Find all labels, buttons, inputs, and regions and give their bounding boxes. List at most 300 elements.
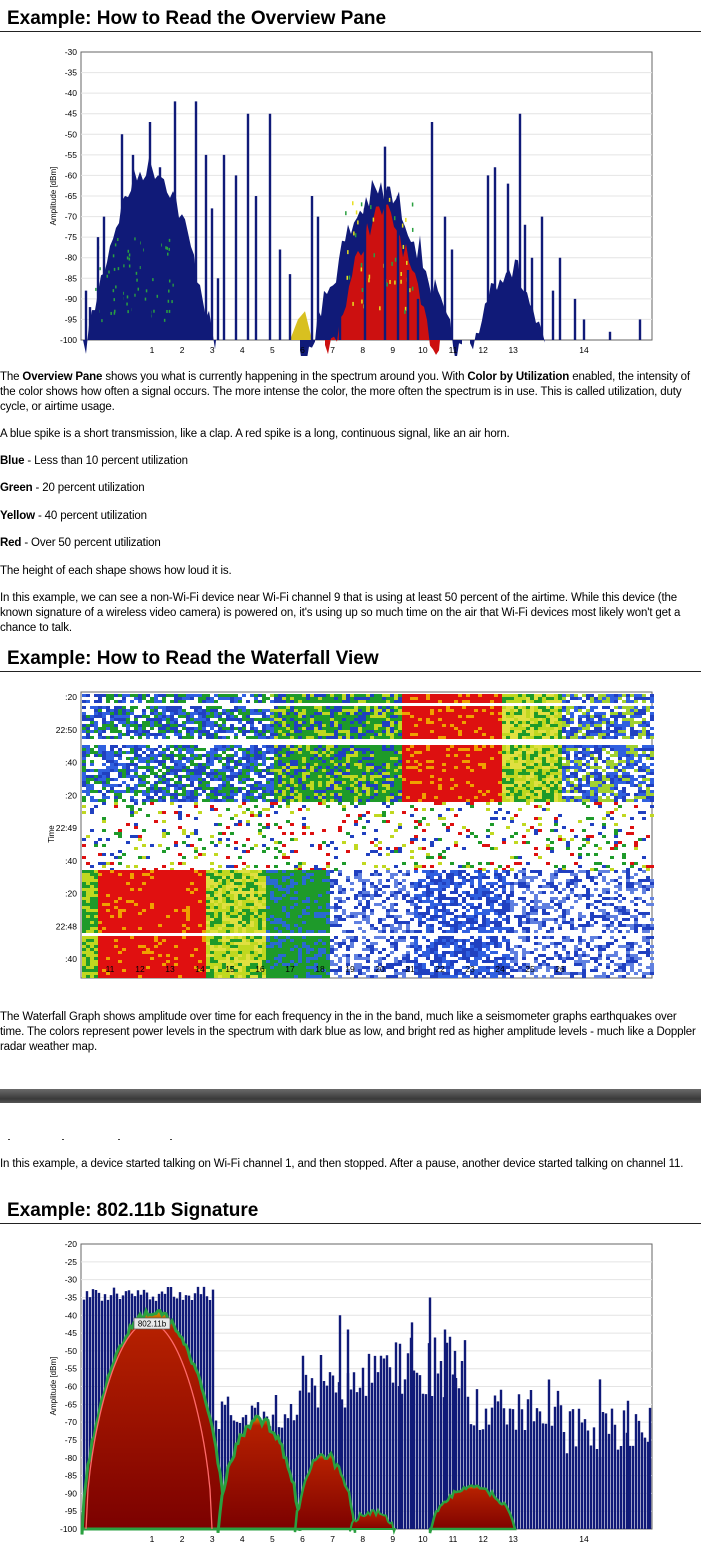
waterfall-cell [118, 790, 122, 793]
waterfall-cell [586, 760, 590, 763]
waterfall-cell [210, 712, 214, 715]
waterfall-cell [526, 766, 530, 769]
waterfall-cell [86, 715, 90, 718]
waterfall-cell [158, 715, 162, 718]
waterfall-cell [170, 772, 174, 775]
waterfall-cell [414, 721, 418, 724]
waterfall-cell [114, 775, 118, 778]
waterfall-cell [526, 745, 530, 748]
waterfall-cell [630, 736, 634, 739]
waterfall-cell [342, 775, 346, 778]
waterfall-cell [318, 715, 322, 718]
waterfall-cell [86, 694, 90, 697]
waterfall-cell [334, 796, 338, 799]
waterfall-cell [570, 715, 574, 718]
waterfall-cell [646, 790, 650, 793]
waterfall-cell [550, 799, 554, 802]
waterfall-cell [182, 769, 186, 772]
waterfall-cell [154, 757, 158, 760]
waterfall-cell [510, 790, 514, 793]
waterfall-cell [626, 715, 630, 718]
waterfall-cell [638, 724, 642, 727]
waterfall-cell [558, 697, 562, 700]
waterfall-cell [358, 778, 362, 781]
waterfall-cell [130, 763, 134, 766]
waterfall-cell [510, 724, 514, 727]
waterfall-cell [162, 727, 166, 730]
waterfall-cell [390, 775, 394, 778]
waterfall-cell [462, 709, 466, 712]
waterfall-cell [402, 718, 406, 721]
waterfall-cell [338, 730, 342, 733]
waterfall-cell [166, 736, 170, 739]
waterfall-cell [378, 715, 382, 718]
waterfall-cell [86, 766, 90, 769]
waterfall-cell [142, 769, 146, 772]
waterfall-cell [126, 763, 130, 766]
waterfall-cell [582, 778, 586, 781]
waterfall-cell [426, 772, 430, 775]
waterfall-cell [342, 790, 346, 793]
waterfall-cell [538, 697, 542, 700]
waterfall-cell [506, 751, 510, 754]
waterfall-cell [186, 778, 190, 781]
waterfall-cell [550, 706, 554, 709]
waterfall-cell [646, 772, 650, 775]
waterfall-cell [450, 712, 454, 715]
waterfall-cell [178, 772, 182, 775]
waterfall-cell [462, 769, 466, 772]
waterfall-cell [490, 733, 494, 736]
waterfall-cell [262, 769, 266, 772]
waterfall-cell [566, 772, 570, 775]
waterfall-cell [586, 736, 590, 739]
waterfall-cell [366, 787, 370, 790]
waterfall-cell [578, 709, 582, 712]
waterfall-cell [326, 796, 330, 799]
waterfall-cell [254, 805, 258, 808]
waterfall-cell [310, 787, 314, 790]
waterfall-cell [254, 706, 258, 709]
waterfall-cell [222, 694, 226, 697]
waterfall-cell [446, 790, 450, 793]
waterfall-cell [238, 712, 242, 715]
waterfall-cell [502, 781, 506, 784]
waterfall-cell [162, 775, 166, 778]
waterfall-cell [134, 796, 138, 799]
waterfall-cell [450, 760, 454, 763]
waterfall-cell [598, 781, 602, 784]
waterfall-cell [90, 754, 94, 757]
waterfall-cell [206, 715, 210, 718]
waterfall-cell [410, 712, 414, 715]
waterfall-cell [86, 796, 90, 799]
waterfall-cell [158, 769, 162, 772]
waterfall-cell [546, 754, 550, 757]
utilization-mark [114, 268, 116, 271]
waterfall-cell [630, 748, 634, 751]
waterfall-cell [418, 751, 422, 754]
waterfall-cell [642, 793, 646, 796]
waterfall-cell [190, 793, 194, 796]
waterfall-cell [290, 763, 294, 766]
waterfall-cell [570, 712, 574, 715]
waterfall-cell [650, 712, 654, 715]
waterfall-cell [230, 790, 234, 793]
waterfall-cell [390, 736, 394, 739]
waterfall-cell [330, 751, 334, 754]
waterfall-cell [526, 796, 530, 799]
waterfall-cell [638, 778, 642, 781]
waterfall-cell [406, 724, 410, 727]
waterfall-cell [422, 715, 426, 718]
waterfall-cell [182, 697, 186, 700]
waterfall-cell [442, 712, 446, 715]
waterfall-cell [618, 724, 622, 727]
waterfall-cell [258, 772, 262, 775]
waterfall-cell [290, 733, 294, 736]
waterfall-cell [478, 712, 482, 715]
waterfall-cell [266, 799, 270, 802]
waterfall-cell [302, 772, 306, 775]
waterfall-cell [646, 775, 650, 778]
waterfall-cell [298, 751, 302, 754]
waterfall-cell [262, 697, 266, 700]
waterfall-cell [350, 781, 354, 784]
waterfall-cell [386, 721, 390, 724]
waterfall-cell [330, 781, 334, 784]
waterfall-cell [414, 736, 418, 739]
waterfall-cell [154, 727, 158, 730]
waterfall-cell [626, 745, 630, 748]
waterfall-cell [566, 709, 570, 712]
waterfall-cell [90, 712, 94, 715]
waterfall-cell [130, 715, 134, 718]
waterfall-cell [130, 772, 134, 775]
waterfall-cell [406, 718, 410, 721]
y-tick-label: -60 [64, 170, 77, 181]
waterfall-cell [622, 772, 626, 775]
x-tick-label: 8 [360, 345, 366, 355]
waterfall-cell [530, 736, 534, 739]
waterfall-cell [170, 793, 174, 796]
waterfall-cell [382, 745, 386, 748]
waterfall-cell [478, 763, 482, 766]
waterfall-cell [478, 796, 482, 799]
waterfall-cell [538, 709, 542, 712]
waterfall-cell [98, 733, 102, 736]
utilization-mark [394, 216, 396, 220]
waterfall-cell [350, 769, 354, 772]
waterfall-cell [86, 745, 90, 748]
waterfall-cell [614, 736, 618, 739]
waterfall-cell [446, 733, 450, 736]
waterfall-cell [358, 775, 362, 778]
y-tick-label: -40 [64, 88, 77, 99]
waterfall-cell [410, 724, 414, 727]
waterfall-cell [422, 793, 426, 796]
waterfall-cell [350, 763, 354, 766]
waterfall-cell [398, 730, 402, 733]
waterfall-cell [514, 757, 518, 760]
waterfall-cell [602, 715, 606, 718]
waterfall-cell [462, 781, 466, 784]
waterfall-cell [522, 748, 526, 751]
waterfall-cell [386, 724, 390, 727]
waterfall-cell [554, 727, 558, 730]
waterfall-cell [222, 736, 226, 739]
waterfall-cell [606, 772, 610, 775]
waterfall-cell [346, 757, 350, 760]
waterfall-cell [310, 760, 314, 763]
utilization-mark [412, 203, 414, 207]
waterfall-cell [518, 733, 522, 736]
waterfall-cell [466, 757, 470, 760]
waterfall-cell [234, 709, 238, 712]
waterfall-cell [406, 784, 410, 787]
waterfall-cell [610, 727, 614, 730]
waterfall-cell [146, 736, 150, 739]
waterfall-cell [606, 763, 610, 766]
waterfall-cell [110, 700, 114, 703]
waterfall-cell [366, 781, 370, 784]
waterfall-cell [482, 763, 486, 766]
waterfall-cell [454, 700, 458, 703]
waterfall-cell [170, 715, 174, 718]
waterfall-cell [462, 787, 466, 790]
waterfall-cell [154, 769, 158, 772]
waterfall-cell [578, 724, 582, 727]
waterfall-cell [122, 754, 126, 757]
waterfall-cell [514, 718, 518, 721]
waterfall-cell [182, 772, 186, 775]
waterfall-cell [150, 772, 154, 775]
waterfall-cell [378, 754, 382, 757]
waterfall-cell [618, 790, 622, 793]
waterfall-cell [282, 733, 286, 736]
waterfall-cell [430, 694, 434, 697]
waterfall-cell [306, 697, 310, 700]
waterfall-cell [434, 763, 438, 766]
waterfall-cell [106, 763, 110, 766]
waterfall-cell [518, 694, 522, 697]
waterfall-cell [158, 751, 162, 754]
waterfall-cell [638, 709, 642, 712]
overview-para2: A blue spike is a short transmission, like a clap. A red spike is a long, continuous signal, like an air horn. [0, 428, 510, 440]
waterfall-cell [478, 697, 482, 700]
waterfall-cell [582, 772, 586, 775]
waterfall-cell [82, 745, 86, 748]
waterfall-cell [302, 763, 306, 766]
waterfall-cell [174, 709, 178, 712]
waterfall-cell [522, 751, 526, 754]
waterfall-cell [230, 724, 234, 727]
overview-ylabel: Amplitude [dBm] [49, 166, 58, 226]
waterfall-cell [562, 751, 566, 754]
waterfall-cell [298, 733, 302, 736]
waterfall-cell [614, 745, 618, 748]
waterfall-cell [546, 766, 550, 769]
waterfall-cell [246, 727, 250, 730]
waterfall-cell [446, 748, 450, 751]
waterfall-cell [570, 700, 574, 703]
waterfall-cell [322, 709, 326, 712]
waterfall-cell [382, 718, 386, 721]
waterfall-cell [374, 757, 378, 760]
waterfall-cell [286, 748, 290, 751]
waterfall-cell [354, 736, 358, 739]
waterfall-cell [518, 718, 522, 721]
waterfall-cell [82, 781, 86, 784]
waterfall-cell [130, 793, 134, 796]
waterfall-cell [258, 736, 262, 739]
waterfall-cell [94, 730, 98, 733]
waterfall-cell [302, 757, 306, 760]
waterfall-cell [410, 775, 414, 778]
waterfall-cell [190, 754, 194, 757]
waterfall-cell [602, 772, 606, 775]
waterfall-cell [202, 793, 206, 796]
waterfall-cell [574, 706, 578, 709]
waterfall-cell [262, 736, 266, 739]
waterfall-cell [622, 757, 626, 760]
waterfall-chart [0, 688, 701, 998]
waterfall-cell [102, 799, 106, 802]
waterfall-cell [250, 799, 254, 802]
utilization-mark [379, 306, 381, 310]
waterfall-cell [298, 709, 302, 712]
waterfall-cell [302, 748, 306, 751]
waterfall-cell [242, 778, 246, 781]
waterfall-cell [342, 709, 346, 712]
utilization-mark [361, 202, 363, 206]
waterfall-cell [110, 697, 114, 700]
waterfall-cell [210, 706, 214, 709]
waterfall-cell [98, 721, 102, 724]
waterfall-cell [526, 757, 530, 760]
waterfall-cell [650, 736, 654, 739]
waterfall-cell [258, 790, 262, 793]
waterfall-cell [146, 733, 150, 736]
waterfall-cell [526, 721, 530, 724]
waterfall-cell [214, 808, 218, 811]
waterfall-cell [522, 763, 526, 766]
waterfall-cell [110, 718, 114, 721]
waterfall-cell [474, 751, 478, 754]
waterfall-cell [298, 775, 302, 778]
waterfall-cell [330, 709, 334, 712]
waterfall-cell [594, 763, 598, 766]
waterfall-cell [166, 787, 170, 790]
waterfall-cell [222, 712, 226, 715]
waterfall-cell [558, 718, 562, 721]
waterfall-cell [354, 772, 358, 775]
waterfall-cell [174, 796, 178, 799]
waterfall-cell [422, 712, 426, 715]
waterfall-cell [566, 745, 570, 748]
waterfall-cell [426, 766, 430, 769]
waterfall-cell [274, 745, 278, 748]
waterfall-cell [166, 784, 170, 787]
waterfall-cell [266, 715, 270, 718]
waterfall-cell [82, 769, 86, 772]
waterfall-cell [402, 712, 406, 715]
waterfall-cell [438, 778, 442, 781]
waterfall-cell [630, 724, 634, 727]
waterfall-cell [546, 793, 550, 796]
waterfall-cell [174, 748, 178, 751]
waterfall-cell [134, 784, 138, 787]
waterfall-cell [386, 784, 390, 787]
waterfall-cell [490, 718, 494, 721]
waterfall-cell [334, 754, 338, 757]
waterfall-cell [210, 733, 214, 736]
waterfall-cell [174, 775, 178, 778]
waterfall-cell [258, 754, 262, 757]
waterfall-cell [562, 778, 566, 781]
waterfall-cell [266, 760, 270, 763]
waterfall-cell [502, 784, 506, 787]
waterfall-cell [246, 721, 250, 724]
waterfall-cell [362, 802, 366, 805]
waterfall-cell [302, 775, 306, 778]
waterfall-cell [506, 790, 510, 793]
utilization-mark [99, 267, 101, 270]
waterfall-cell [442, 724, 446, 727]
waterfall-cell [90, 721, 94, 724]
waterfall-cell [582, 775, 586, 778]
waterfall-cell [106, 769, 110, 772]
waterfall-cell [594, 772, 598, 775]
waterfall-cell [430, 730, 434, 733]
waterfall-cell [546, 694, 550, 697]
waterfall-cell [290, 799, 294, 802]
waterfall-cell [498, 763, 502, 766]
waterfall-cell [262, 730, 266, 733]
waterfall-cell [158, 730, 162, 733]
waterfall-cell [302, 694, 306, 697]
waterfall-cell [326, 748, 330, 751]
waterfall-cell [210, 718, 214, 721]
waterfall-cell [246, 718, 250, 721]
waterfall-cell [478, 781, 482, 784]
waterfall-cell [286, 769, 290, 772]
waterfall-cell [114, 730, 118, 733]
waterfall-cell [558, 709, 562, 712]
waterfall-cell [122, 757, 126, 760]
waterfall-cell [386, 793, 390, 796]
waterfall-cell [442, 796, 446, 799]
waterfall-cell [498, 757, 502, 760]
waterfall-cell [574, 730, 578, 733]
waterfall-cell [282, 769, 286, 772]
waterfall-cell [302, 712, 306, 715]
waterfall-cell [226, 715, 230, 718]
waterfall-cell [98, 745, 102, 748]
waterfall-cell [158, 694, 162, 697]
waterfall-cell [606, 736, 610, 739]
waterfall-cell [562, 748, 566, 751]
waterfall-cell [90, 757, 94, 760]
waterfall-cell [574, 781, 578, 784]
waterfall-cell [270, 796, 274, 799]
waterfall-cell [142, 730, 146, 733]
waterfall-cell [82, 730, 86, 733]
waterfall-cell [610, 697, 614, 700]
waterfall-cell [206, 733, 210, 736]
waterfall-cell [454, 799, 458, 802]
waterfall-cell [226, 748, 230, 751]
